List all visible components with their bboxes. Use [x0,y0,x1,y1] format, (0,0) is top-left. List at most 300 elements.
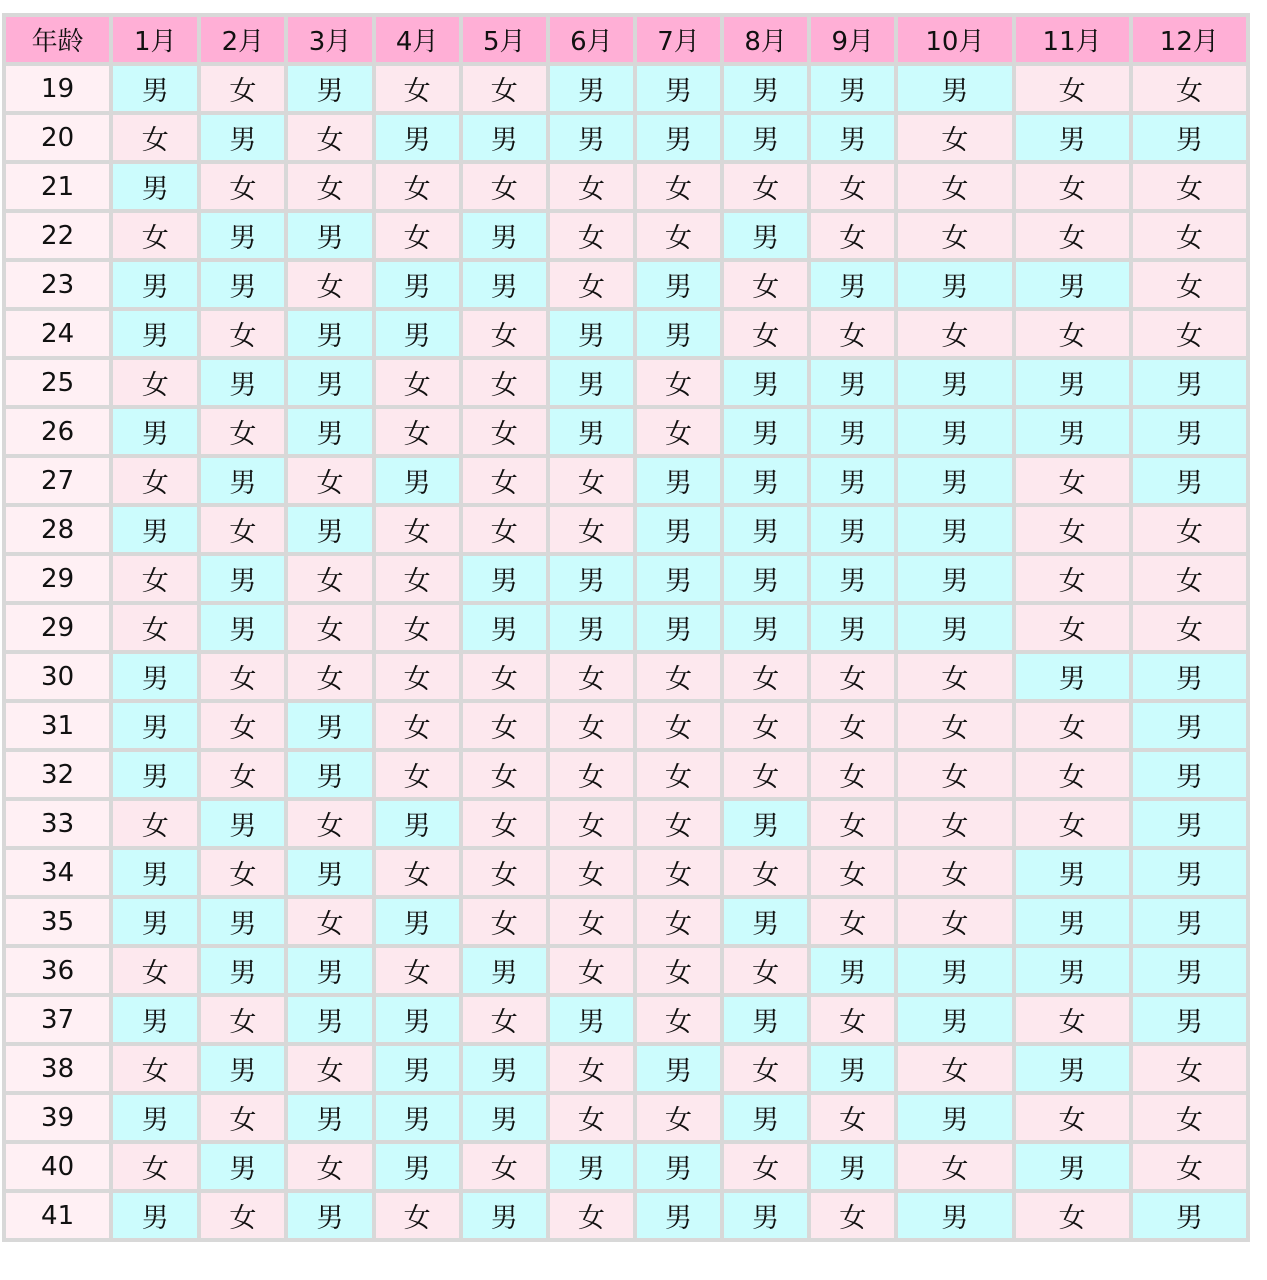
gender-cell-female: 女 [637,752,720,797]
gender-cell-male: 男 [113,703,197,748]
age-cell: 29 [6,605,109,650]
gender-cell-male: 男 [113,164,197,209]
table-row [6,850,1246,895]
gender-cell-male: 男 [201,948,284,993]
table-row [6,66,1246,111]
gender-cell-female: 女 [113,801,197,846]
gender-cell-female: 女 [288,1046,371,1091]
gender-cell-female: 女 [113,1046,197,1091]
gender-cell-female: 女 [376,507,459,552]
gender-cell-female: 女 [811,850,894,895]
gender-cell-female: 女 [811,311,894,356]
gender-cell-male: 男 [550,360,633,405]
gender-cell-male: 男 [637,115,720,160]
gender-cell-male: 男 [637,458,720,503]
gender-cell-female: 女 [201,1095,284,1140]
gender-cell-male: 男 [1016,1046,1129,1091]
gender-cell-female: 女 [201,997,284,1042]
gender-cell-male: 男 [376,1144,459,1189]
gender-cell-male: 男 [1133,801,1246,846]
gender-cell-female: 女 [637,1095,720,1140]
gender-cell-male: 男 [463,115,546,160]
table-row [6,556,1246,601]
table-row [6,752,1246,797]
gender-cell-female: 女 [201,164,284,209]
gender-cell-male: 男 [637,507,720,552]
table-row [6,1144,1246,1189]
gender-cell-male: 男 [113,899,197,944]
gender-cell-female: 女 [811,213,894,258]
gender-cell-male: 男 [550,605,633,650]
gender-cell-male: 男 [201,1144,284,1189]
gender-cell-female: 女 [113,1144,197,1189]
gender-cell-female: 女 [1016,458,1129,503]
gender-cell-male: 男 [898,948,1011,993]
age-cell: 39 [6,1095,109,1140]
gender-cell-male: 男 [376,899,459,944]
gender-cell-female: 女 [113,605,197,650]
table-row [6,164,1246,209]
gender-cell-male: 男 [113,66,197,111]
gender-cell-male: 男 [811,605,894,650]
gender-cell-female: 女 [1016,1193,1129,1238]
gender-cell-female: 女 [898,654,1011,699]
gender-cell-male: 男 [811,262,894,307]
gender-cell-male: 男 [201,360,284,405]
gender-cell-male: 男 [724,115,807,160]
age-cell: 21 [6,164,109,209]
gender-cell-male: 男 [898,262,1011,307]
gender-cell-male: 男 [463,213,546,258]
age-cell: 19 [6,66,109,111]
gender-cell-female: 女 [724,1144,807,1189]
gender-cell-female: 女 [463,997,546,1042]
gender-cell-female: 女 [201,507,284,552]
gender-cell-male: 男 [898,556,1011,601]
gender-cell-female: 女 [724,164,807,209]
gender-cell-male: 男 [201,1046,284,1091]
table-row [6,360,1246,405]
gender-cell-female: 女 [1133,605,1246,650]
gender-cell-male: 男 [201,605,284,650]
gender-cell-female: 女 [898,850,1011,895]
gender-cell-male: 男 [376,801,459,846]
gender-cell-female: 女 [898,1046,1011,1091]
age-cell: 28 [6,507,109,552]
table-row [6,997,1246,1042]
table-row [6,948,1246,993]
gender-cell-female: 女 [1133,311,1246,356]
gender-cell-male: 男 [113,752,197,797]
gender-cell-male: 男 [1016,1144,1129,1189]
gender-cell-female: 女 [376,605,459,650]
gender-cell-female: 女 [550,850,633,895]
gender-cell-male: 男 [288,507,371,552]
gender-cell-female: 女 [376,850,459,895]
header-month: 12月 [1133,17,1246,62]
gender-cell-male: 男 [811,115,894,160]
gender-cell-male: 男 [811,1046,894,1091]
gender-cell-female: 女 [463,409,546,454]
gender-cell-female: 女 [724,1046,807,1091]
gender-cell-male: 男 [113,311,197,356]
gender-cell-male: 男 [113,850,197,895]
gender-cell-female: 女 [288,556,371,601]
gender-cell-female: 女 [201,311,284,356]
table-row [6,899,1246,944]
gender-cell-female: 女 [550,213,633,258]
gender-cell-male: 男 [463,1193,546,1238]
gender-cell-female: 女 [1016,801,1129,846]
gender-cell-female: 女 [1016,213,1129,258]
gender-cell-female: 女 [463,703,546,748]
header-age: 年龄 [6,17,109,62]
gender-cell-male: 男 [463,1046,546,1091]
gender-cell-female: 女 [550,899,633,944]
gender-cell-female: 女 [463,458,546,503]
gender-cell-female: 女 [811,703,894,748]
gender-cell-male: 男 [724,1095,807,1140]
gender-cell-female: 女 [1016,164,1129,209]
gender-cell-female: 女 [1133,556,1246,601]
age-cell: 38 [6,1046,109,1091]
gender-cell-female: 女 [898,115,1011,160]
age-cell: 36 [6,948,109,993]
gender-cell-female: 女 [898,899,1011,944]
gender-cell-female: 女 [1133,507,1246,552]
gender-cell-female: 女 [898,164,1011,209]
age-cell: 24 [6,311,109,356]
gender-cell-female: 女 [201,850,284,895]
gender-cell-female: 女 [637,703,720,748]
gender-cell-female: 女 [376,1193,459,1238]
gender-cell-male: 男 [1016,262,1129,307]
gender-cell-male: 男 [1016,850,1129,895]
gender-cell-male: 男 [898,507,1011,552]
header-month: 4月 [376,17,459,62]
gender-cell-male: 男 [1133,360,1246,405]
age-cell: 32 [6,752,109,797]
gender-cell-female: 女 [201,1193,284,1238]
gender-cell-female: 女 [1016,997,1129,1042]
gender-cell-female: 女 [898,801,1011,846]
gender-cell-male: 男 [811,507,894,552]
table-row [6,654,1246,699]
gender-cell-female: 女 [1016,1095,1129,1140]
gender-cell-male: 男 [1016,899,1129,944]
gender-cell-male: 男 [463,1095,546,1140]
gender-cell-female: 女 [811,801,894,846]
gender-cell-female: 女 [376,948,459,993]
gender-cell-male: 男 [724,556,807,601]
header-month: 8月 [724,17,807,62]
gender-cell-male: 男 [288,703,371,748]
gender-cell-female: 女 [724,311,807,356]
gender-cell-male: 男 [811,360,894,405]
gender-cell-female: 女 [550,654,633,699]
gender-cell-male: 男 [463,262,546,307]
gender-cell-female: 女 [288,262,371,307]
gender-cell-female: 女 [724,752,807,797]
gender-cell-female: 女 [637,850,720,895]
gender-cell-female: 女 [201,409,284,454]
gender-cell-male: 男 [1133,458,1246,503]
gender-cell-female: 女 [550,1095,633,1140]
gender-cell-male: 男 [201,213,284,258]
header-month: 5月 [463,17,546,62]
gender-cell-male: 男 [1133,997,1246,1042]
gender-cell-male: 男 [113,507,197,552]
gender-cell-female: 女 [811,997,894,1042]
gender-cell-male: 男 [376,262,459,307]
gender-cell-male: 男 [898,409,1011,454]
gender-cell-male: 男 [724,458,807,503]
age-cell: 31 [6,703,109,748]
table-row [6,1046,1246,1091]
gender-cell-male: 男 [288,311,371,356]
gender-cell-male: 男 [201,115,284,160]
gender-cell-female: 女 [637,654,720,699]
gender-cell-female: 女 [1133,66,1246,111]
gender-cell-female: 女 [376,164,459,209]
gender-cell-male: 男 [1016,654,1129,699]
gender-cell-male: 男 [113,654,197,699]
table-body [6,66,1246,1238]
gender-cell-female: 女 [463,360,546,405]
table-row [6,801,1246,846]
gender-cell-female: 女 [550,703,633,748]
table-row [6,703,1246,748]
gender-cell-female: 女 [550,164,633,209]
table-row [6,213,1246,258]
gender-cell-female: 女 [463,801,546,846]
gender-cell-male: 男 [201,262,284,307]
gender-cell-female: 女 [1016,605,1129,650]
gender-cell-male: 男 [724,507,807,552]
age-cell: 20 [6,115,109,160]
gender-cell-female: 女 [1016,66,1129,111]
table-row [6,605,1246,650]
age-cell: 37 [6,997,109,1042]
gender-cell-male: 男 [1133,899,1246,944]
gender-cell-male: 男 [288,213,371,258]
gender-cell-male: 男 [637,66,720,111]
gender-cell-male: 男 [724,1193,807,1238]
gender-cell-male: 男 [811,458,894,503]
gender-chart-table [2,13,1250,1242]
gender-cell-male: 男 [637,262,720,307]
gender-cell-male: 男 [550,311,633,356]
gender-cell-male: 男 [288,409,371,454]
gender-cell-female: 女 [463,899,546,944]
gender-cell-female: 女 [463,1144,546,1189]
gender-cell-female: 女 [288,164,371,209]
gender-cell-female: 女 [463,311,546,356]
gender-cell-male: 男 [637,1193,720,1238]
gender-cell-female: 女 [201,703,284,748]
gender-cell-female: 女 [376,703,459,748]
gender-cell-male: 男 [637,605,720,650]
gender-cell-male: 男 [1133,850,1246,895]
gender-cell-male: 男 [550,66,633,111]
gender-cell-female: 女 [811,752,894,797]
gender-cell-male: 男 [463,605,546,650]
gender-cell-female: 女 [376,213,459,258]
header-month: 11月 [1016,17,1129,62]
gender-cell-female: 女 [201,66,284,111]
gender-cell-female: 女 [898,752,1011,797]
gender-cell-male: 男 [376,1095,459,1140]
gender-cell-female: 女 [113,115,197,160]
gender-cell-female: 女 [811,654,894,699]
gender-cell-male: 男 [113,1095,197,1140]
gender-cell-female: 女 [637,213,720,258]
gender-cell-female: 女 [463,507,546,552]
gender-cell-female: 女 [724,948,807,993]
gender-cell-male: 男 [898,997,1011,1042]
gender-cell-male: 男 [288,1095,371,1140]
gender-cell-female: 女 [898,703,1011,748]
gender-cell-female: 女 [637,899,720,944]
gender-cell-female: 女 [288,605,371,650]
gender-cell-female: 女 [288,115,371,160]
gender-cell-male: 男 [1016,948,1129,993]
gender-cell-female: 女 [637,360,720,405]
age-cell: 35 [6,899,109,944]
gender-cell-male: 男 [637,1046,720,1091]
header-month: 3月 [288,17,371,62]
gender-cell-female: 女 [288,801,371,846]
gender-cell-female: 女 [637,997,720,1042]
gender-cell-female: 女 [637,164,720,209]
gender-cell-female: 女 [1016,752,1129,797]
table-row [6,262,1246,307]
gender-cell-female: 女 [288,458,371,503]
age-cell: 40 [6,1144,109,1189]
gender-cell-female: 女 [724,262,807,307]
age-cell: 41 [6,1193,109,1238]
gender-cell-male: 男 [637,311,720,356]
age-cell: 30 [6,654,109,699]
gender-cell-male: 男 [724,801,807,846]
gender-cell-male: 男 [724,409,807,454]
gender-cell-male: 男 [550,115,633,160]
gender-cell-female: 女 [550,262,633,307]
gender-cell-female: 女 [113,948,197,993]
gender-cell-male: 男 [811,556,894,601]
gender-cell-female: 女 [288,654,371,699]
age-cell: 34 [6,850,109,895]
gender-cell-male: 男 [1016,115,1129,160]
gender-cell-male: 男 [1133,115,1246,160]
gender-cell-male: 男 [288,997,371,1042]
gender-cell-male: 男 [201,556,284,601]
gender-cell-female: 女 [550,1193,633,1238]
table-row [6,458,1246,503]
gender-cell-female: 女 [376,556,459,601]
age-cell: 27 [6,458,109,503]
gender-cell-male: 男 [288,1193,371,1238]
gender-cell-female: 女 [288,1144,371,1189]
gender-cell-female: 女 [1133,213,1246,258]
gender-cell-female: 女 [1016,507,1129,552]
gender-cell-female: 女 [811,899,894,944]
age-cell: 22 [6,213,109,258]
gender-cell-female: 女 [376,752,459,797]
gender-cell-female: 女 [724,850,807,895]
age-cell: 25 [6,360,109,405]
gender-cell-male: 男 [1016,360,1129,405]
gender-cell-male: 男 [898,1193,1011,1238]
gender-cell-female: 女 [550,801,633,846]
header-row [6,17,1246,62]
table-row [6,311,1246,356]
gender-cell-male: 男 [550,1144,633,1189]
gender-cell-male: 男 [288,66,371,111]
gender-cell-female: 女 [637,801,720,846]
gender-cell-male: 男 [811,948,894,993]
gender-cell-female: 女 [376,66,459,111]
gender-cell-female: 女 [1133,1046,1246,1091]
gender-cell-male: 男 [724,899,807,944]
gender-cell-female: 女 [463,164,546,209]
gender-cell-male: 男 [288,752,371,797]
gender-cell-male: 男 [637,556,720,601]
gender-cell-male: 男 [724,66,807,111]
gender-cell-male: 男 [113,1193,197,1238]
gender-cell-female: 女 [113,556,197,601]
gender-cell-male: 男 [811,66,894,111]
age-cell: 26 [6,409,109,454]
gender-cell-male: 男 [376,997,459,1042]
gender-cell-female: 女 [811,1193,894,1238]
gender-cell-female: 女 [724,654,807,699]
gender-cell-male: 男 [724,605,807,650]
gender-cell-female: 女 [1133,164,1246,209]
gender-cell-female: 女 [637,409,720,454]
gender-cell-male: 男 [811,1144,894,1189]
gender-cell-female: 女 [811,1095,894,1140]
gender-cell-male: 男 [1133,703,1246,748]
table-row [6,409,1246,454]
gender-cell-male: 男 [113,262,197,307]
gender-cell-male: 男 [898,360,1011,405]
gender-cell-male: 男 [898,1095,1011,1140]
gender-cell-female: 女 [463,66,546,111]
gender-cell-female: 女 [550,1046,633,1091]
gender-cell-female: 女 [898,1144,1011,1189]
gender-cell-male: 男 [113,997,197,1042]
gender-cell-female: 女 [724,703,807,748]
gender-cell-female: 女 [463,654,546,699]
gender-cell-male: 男 [288,360,371,405]
gender-cell-male: 男 [463,556,546,601]
gender-cell-male: 男 [201,899,284,944]
table-row [6,507,1246,552]
age-cell: 29 [6,556,109,601]
gender-cell-male: 男 [288,948,371,993]
table-row [6,1095,1246,1140]
gender-cell-female: 女 [550,507,633,552]
gender-cell-male: 男 [724,360,807,405]
gender-cell-male: 男 [898,458,1011,503]
gender-cell-male: 男 [898,605,1011,650]
header-month: 10月 [898,17,1011,62]
header-month: 6月 [550,17,633,62]
gender-cell-female: 女 [898,213,1011,258]
gender-cell-female: 女 [201,654,284,699]
gender-cell-female: 女 [1133,1095,1246,1140]
